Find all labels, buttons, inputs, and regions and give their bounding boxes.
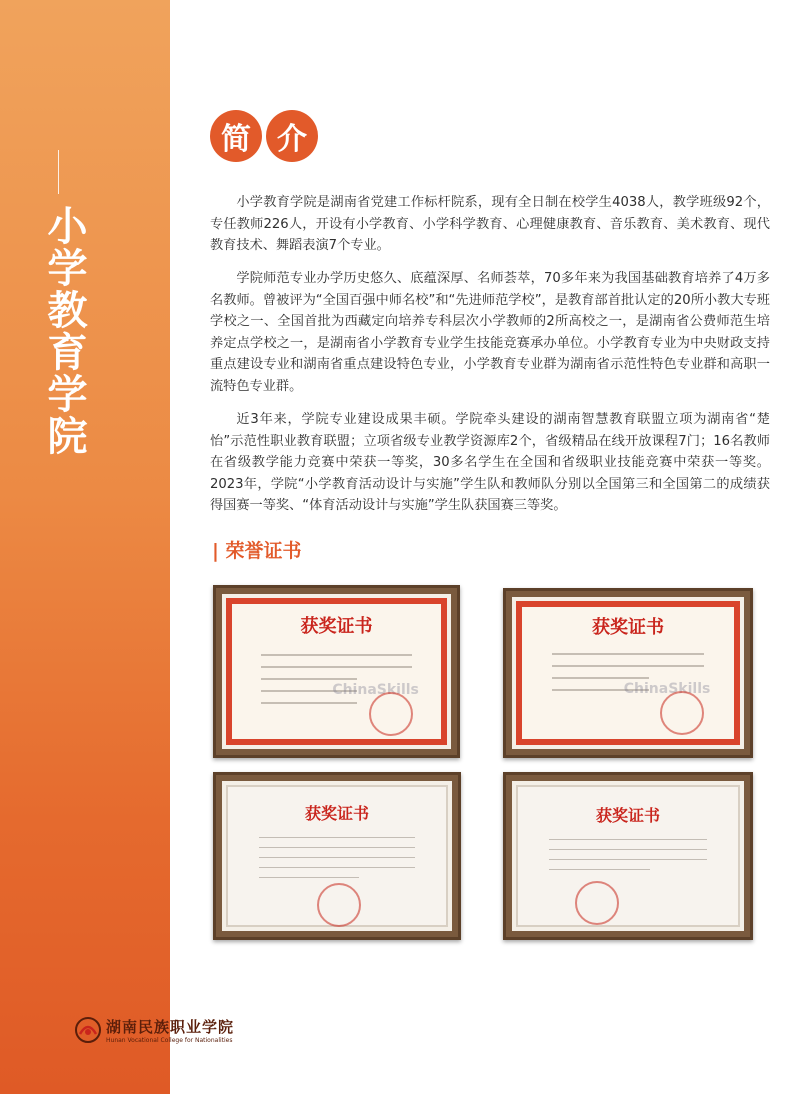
college-logo [74, 1010, 254, 1050]
intro-paragraph-1: 小学教育学院是湖南省党建工作标杆院系，现有全日制在校学生4038人，教学班级92个，专任教师226人，开设有小学教育、小学科学教育、心理健康教育、音乐教育、美术教育、现代教育技术、舞蹈表演7个专业。 [210, 195, 770, 253]
heading-char-1: 简 [210, 110, 262, 162]
certificate-watermark: ChinaSkills [623, 681, 711, 697]
certificate-4 [503, 772, 753, 940]
seal-icon [369, 692, 413, 736]
seal-icon [317, 883, 361, 927]
certificate-title: 获奖证书 [304, 804, 369, 823]
certificate-watermark: ChinaSkills [332, 682, 419, 698]
sidebar-divider [58, 150, 59, 194]
heading-char-2: 介 [266, 110, 318, 162]
sidebar [0, 0, 235, 1094]
college-emblem-icon [74, 1016, 102, 1044]
certificate-2 [503, 588, 753, 758]
certificate-title: 获奖证书 [592, 617, 664, 638]
seal-icon [575, 881, 619, 925]
honors-heading: | 荣誉证书 [212, 540, 302, 562]
seal-icon [660, 691, 704, 735]
logo-subtitle: Hunan Vocational College for Nationalities [106, 1037, 233, 1044]
certificate-1 [213, 585, 460, 758]
certificate-3 [213, 772, 461, 940]
college-title: 小学教育学院 [41, 205, 87, 457]
intro-paragraph-3: 近3年来，学院专业建设成果丰硕。学院牵头建设的湖南智慧教育联盟立项为湖南省“楚怡”示范性职业教育联盟；立项省级专业教学资源库2个，省级精品在线开放课程7门；16名教师在省级教学能力竞赛中荣获一等奖，30多名学生在全国和省级职业技能竞赛中荣获一等奖。2023年，学院“小学教育活动设计与实施”学生队和教师队分别以全国第三和全国第二的成绩获得国赛一等奖、“体育活动设计与实施”学生队获国赛三等奖。 [210, 412, 770, 513]
logo-name: 湖南民族职业学院 [106, 1018, 235, 1036]
intro-paragraph-2: 学院师范专业办学历史悠久、底蕴深厚、名师荟萃，70多年来为我国基础教育培养了4万多名教师。曾被评为“全国百强中师名校”和“先进师范学校”，是教育部首批认定的20所小教大专班学校之一、全国首批为西藏定向培养专科层次小学教师的2所高校之一，是湖南省公费师范生培养定点学校之一，是湖南省小学教育专业学生技能竞赛承办单位。小学教育专业为中央财政支持重点建设专业和湖南省重点建设特色专业，小学教育专业群为湖南省示范性特色专业群和高职一流特色专业群。 [210, 271, 770, 394]
certificate-title: 获奖证书 [300, 616, 373, 637]
certificate-title: 获奖证书 [595, 806, 660, 825]
